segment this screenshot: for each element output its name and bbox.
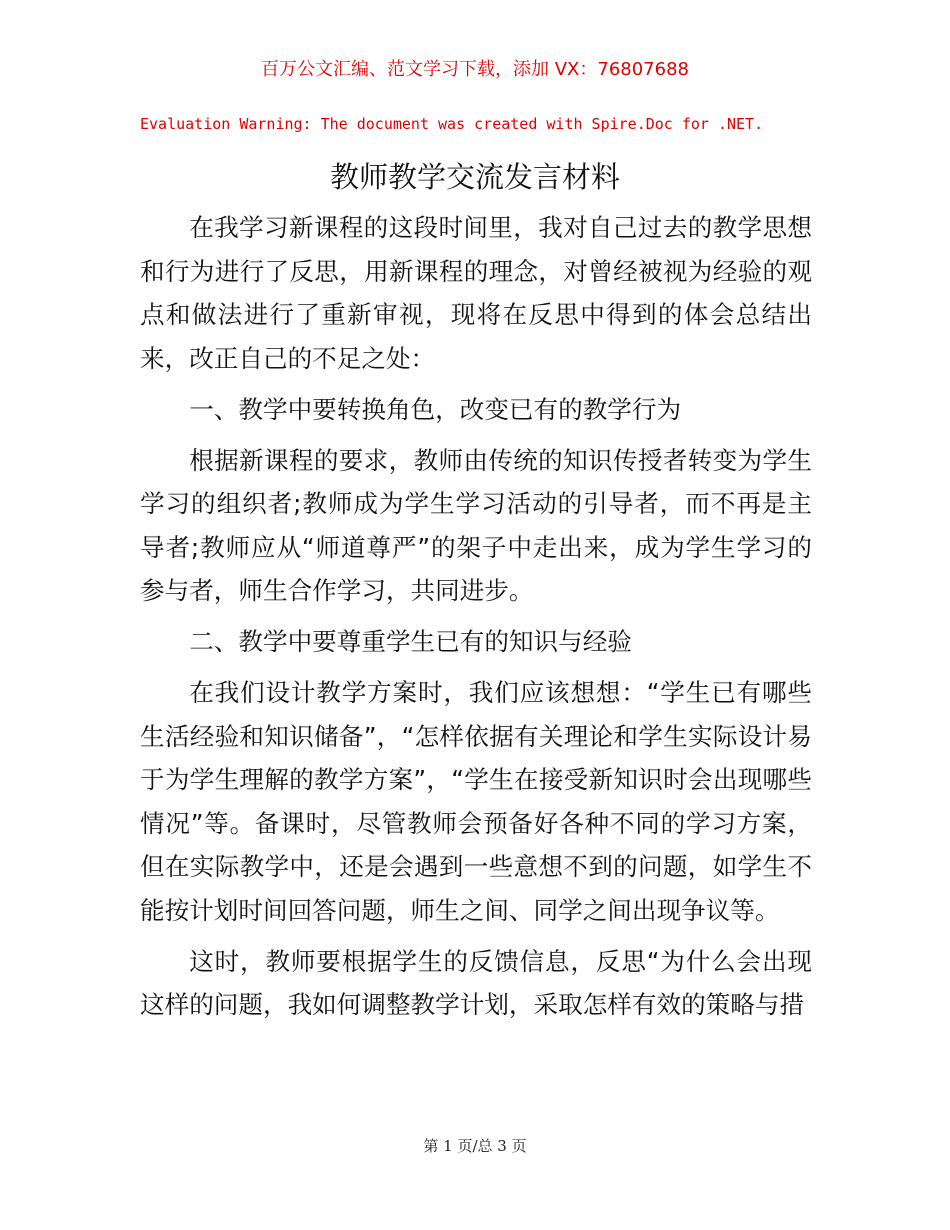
page-indicator: 第 1 页/总 3 页 bbox=[423, 1137, 527, 1155]
document-body bbox=[140, 206, 812, 1034]
evaluation-warning: Evaluation Warning: The document was created with Spire.Doc for .NET. bbox=[140, 115, 764, 133]
paragraph-role-change: 根据新课程的要求，教师由传统的知识传授者转变为学生学习的组织者;教师成为学生学习活动的引导者，而不再是主导者;教师应从“师道尊严”的架子中走出来，成为学生学习的参与者，师生合作学习，共同进步。 bbox=[140, 445, 812, 605]
paragraph-intro: 在我学习新课程的这段时间里，我对自己过去的教学思想和行为进行了反思，用新课程的理念，对曾经被视为经验的观点和做法进行了重新审视，现将在反思中得到的体会总结出来，改正自己的不足之处： bbox=[140, 213, 812, 373]
promo-header: 百万公文汇编、范文学习下载，添加 VX：76807688 bbox=[261, 59, 689, 80]
document-title: 教师教学交流发言材料 bbox=[329, 160, 620, 194]
paragraph-feedback: 这时，教师要根据学生的反馈信息，反思“为什么会出现这样的问题，我如何调整教学计划，采取怎样有效的策略与措 bbox=[140, 946, 812, 1019]
section-heading-1: 一、教学中要转换角色，改变已有的教学行为 bbox=[189, 394, 682, 424]
section-heading-2: 二、教学中要尊重学生已有的知识与经验 bbox=[189, 627, 632, 656]
paragraph-lesson-design: 在我们设计教学方案时，我们应该想想：“学生已有哪些生活经验和知识储备”，“怎样依据有关理论和学生实际设计易于为学生理解的教学方案”，“学生在接受新知识时会出现哪些情况”等。备课时，尽管教师会预备好各种不同的学习方案，但在实际教学中，还是会遇到一些意想不到的问题，如学生不能按计划时间回答问题，师生之间、同学之间出现争议等。 bbox=[140, 678, 812, 925]
